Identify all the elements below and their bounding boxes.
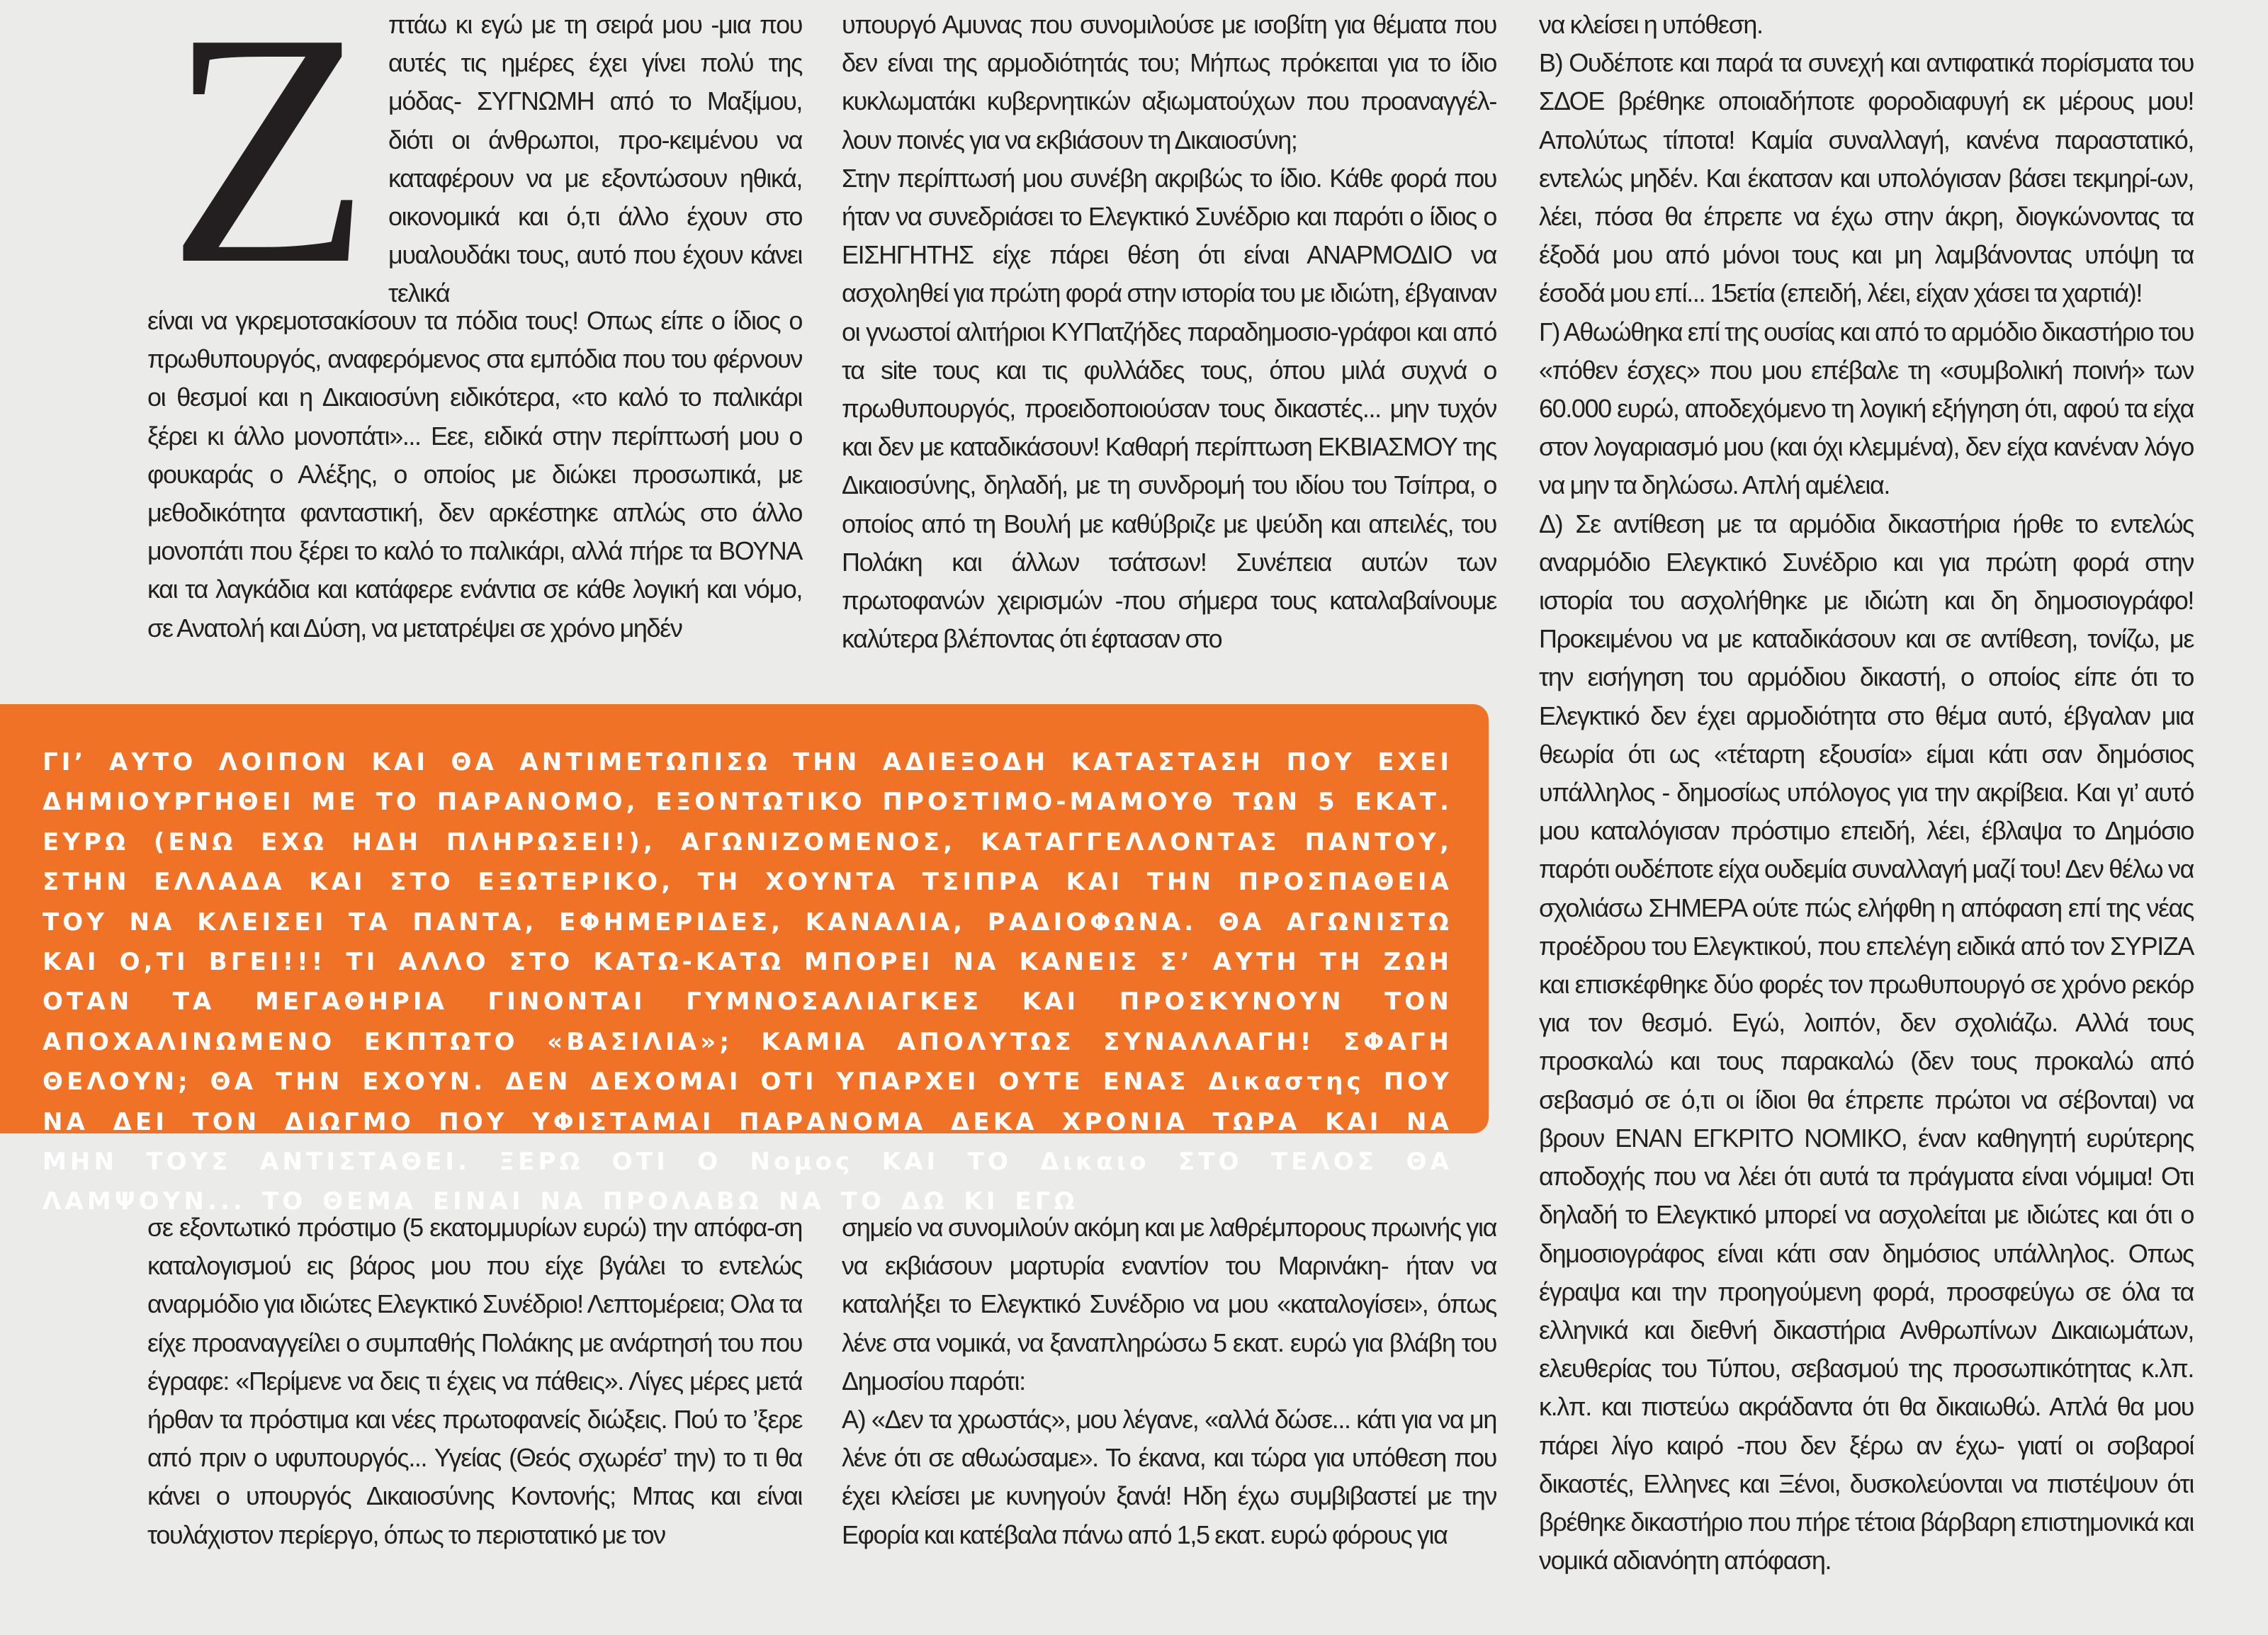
paragraph: είναι να γκρεμοτσακίσουν τα πόδια τους! Οπως είπε ο ίδιος ο πρωθυπουργός, αναφερόμενος στα εμπόδια που του φέρνουν οι θεσμοί και η Δικαιοσύνη ειδικότερα, «το καλό το παλικάρι ξέρει κι άλλο μονοπάτι»... Εεε, ειδικά στην περίπτωσή μου ο φουκαράς ο Αλέξης, ο οποίος με διώκει προσωπικά, με μεθοδικότητα φανταστική, δεν αρκέστηκε απλώς στο άλλο μονοπάτι που ξέρει το καλό το παλικάρι, αλλά πήρε τα ΒΟΥΝΑ και τα λαγκάδια και κατάφερε ενάντια σε κάθε λογική και νόμο, σε Ανατολή και Δύση, να μετατρέψει σε χρόνο μηδέν — [147, 306, 802, 643]
paragraph: Δ) Σε αντίθεση με τα αρμόδια δικαστήρια ήρθε το εντελώς αναρμόδιο Ελεγκτικό Συνέδριο και για πρώτη φορά στην ιστορία του ασχολήθηκε με ιδιώτη και δη δημοσιογράφο! Προκειμένου να με καταδικάσουν και σε αντίθεση, τονίζω, με την εισήγηση του αρμόδιου δικαστή, ο οποίος είπε ότι το Ελεγκτικό δεν έχει αρμοδιότητα στο θέμα αυτό, έβγαλαν μια θεωρία ότι ως «τέταρτη εξουσία» είμαι κάτι σαν δημόσιος υπάλληλος - δημοσίως υπόλογος για την ακρίβεια. Και γι’ αυτό μου καταλόγισαν πρόστιμο επειδή, λέει, έβλαψα το Δημόσιο παρότι ουδέποτε είχα ουδεμία συναλλαγή μαζί του! Δεν θέλω να σχολιάσω ΣΗΜΕΡΑ ούτε πώς ελήφθη η απόφαση επί της νέας προέδρου του Ελεγκτικού, που επελέγη ειδικά από τον ΣΥΡΙΖΑ και επισκέφθηκε δύο φορές τον πρωθυπουργό σε χρόνο ρεκόρ για τον θεσμό. Εγώ, λοιπόν, δεν σχολιάζω. Αλλά τους προσκαλώ και τους παρακαλώ (δεν τους προκαλώ από σεβασμό σε ό,τι οι ίδιοι θα έπρεπε πρώτοι να σέβονται) να βρουν ΕΝΑΝ ΕΓΚΡΙΤΟ ΝΟΜΙΚΟ, έναν καθηγητή ευρύτερης αποδοχής που να λέει ότι αυτά τα πράγματα είναι νόμιμα! Οτι δηλαδή το Ελεγκτικό μπορεί να ασχολείται με ιδιώτες και ότι ο δημοσιογράφος είναι κάτι σαν δημόσιος υπάλληλος. Οπως έγραψα και την προηγούμενη φορά, προσφεύγω σε όλα τα ελληνικά και διεθνή δικαστήρια Ανθρωπίνων Δικαιωμάτων, ελευθερίας του Τύπου, σεβασμού της προσωπικότητας κ.λπ. κ.λπ. και πιστεύω ακράδαντα ότι θα δικαιωθώ. Απλά θα μου πάρει λίγο καιρό -που δεν ξέρω αν έχω- γιατί οι σοβαροί δικαστές, Ελληνες και Ξένοι, δυσκολεύονται να πιστέψουν ότι βρέθηκε δικαστήριο που πήρε τέτοια βάρβαρη επιστημονικά και νομικά αδιανόητη απόφαση. — [1539, 509, 2194, 1575]
column-1-top — [147, 302, 802, 647]
paragraph: να κλείσει η υπόθεση. — [1539, 10, 1763, 39]
paragraph: Α) «Δεν τα χρωστάς», μου λέγανε, «αλλά δώσε... κάτι για να μη λένε ότι σε αθωώσαμε». Το έκανα, και τώρα για υπόθεση που έχει κλείσει με κυνηγούν ξανά! Ηδη έχω συμβιβαστεί με την Εφορία και κατέβαλα πάνω από 1,5 εκατ. ευρώ φόρους για — [842, 1405, 1496, 1549]
paragraph: Γ) Αθωώθηκα επί της ουσίας και από το αρμόδιο δικαστήριο του «πόθεν έσχες» που μου επέβαλε τη «συμβολική ποινή» των 60.000 ευρώ, αποδεχόμενο τη λογική εξήγηση ότι, αφού τα είχα στον λογαριασμό μου (και όχι κλεμμένα), δεν είχα κανέναν λόγο να μην τα δηλώσω. Απλή αμέλεια. — [1539, 317, 2194, 500]
callout-text: ΓΙ’ ΑΥΤΟ ΛΟΙΠΟΝ ΚΑΙ ΘΑ ΑΝΤΙΜΕΤΩΠΙΣΩ ΤΗΝ ΑΔΙΕΞΟΔΗ ΚΑΤΑΣΤΑΣΗ ΠΟΥ ΕΧΕΙ ΔΗΜΙΟΥΡΓΗΘΕΙ ΜΕ ΤΟ ΠΑΡΑΝΟΜΟ, ΕΞΟΝΤΩΤΙΚΟ ΠΡΟΣΤΙΜΟ-ΜΑΜΟΥΘ ΤΩΝ 5 ΕΚΑΤ. ΕΥΡΩ (ΕΝΩ ΕΧΩ ΗΔΗ ΠΛΗΡΩΣΕΙ!), ΑΓΩΝΙΖΟΜΕΝΟΣ, ΚΑΤΑΓΓΕΛΛΟΝΤΑΣ ΠΑΝΤΟΥ, ΣΤΗΝ ΕΛΛΑΔΑ ΚΑΙ ΣΤΟ ΕΞΩΤΕΡΙΚΟ, ΤΗ ΧΟΥΝΤΑ ΤΣΙΠΡΑ ΚΑΙ ΤΗΝ ΠΡΟΣΠΑΘΕΙΑ ΤΟΥ ΝΑ ΚΛΕΙΣΕΙ ΤΑ ΠΑΝΤΑ, ΕΦΗΜΕΡΙΔΕΣ, ΚΑΝΑΛΙΑ, ΡΑΔΙΟΦΩΝΑ. ΘΑ ΑΓΩΝΙΣΤΩ ΚΑΙ Ο,ΤΙ ΒΓΕΙ!!! ΤΙ ΑΛΛΟ ΣΤΟ ΚΑΤΩ-ΚΑΤΩ ΜΠΟΡΕΙ ΝΑ ΚΑΝΕΙΣ Σ’ ΑΥΤΗ ΤΗ ΖΩΗ ΟΤΑΝ ΤΑ ΜΕΓΑΘΗΡΙΑ ΓΙΝΟΝΤΑΙ ΓΥΜΝΟΣΑΛΙΑΓΚΕΣ ΚΑΙ ΠΡΟΣΚΥΝΟΥΝ ΤΟΝ ΑΠΟΧΑΛΙΝΩΜΕΝΟ ΕΚΠΤΩΤΟ «ΒΑΣΙΛΙΑ»; ΚΑΜΙΑ ΑΠΟΛΥΤΩΣ ΣΥΝΑΛΛΑΓΗ! ΣΦΑΓΗ ΘΕΛΟΥΝ; ΘΑ ΤΗΝ ΕΧΟΥΝ. ΔΕΝ ΔΕΧΟΜΑΙ ΟΤΙ ΥΠΑΡΧΕΙ ΟΥΤΕ ΕΝΑΣ Δικαστης ΠΟΥ ΝΑ ΔΕΙ ΤΟΝ ΔΙΩΓΜΟ ΠΟΥ ΥΦΙΣΤΑΜΑΙ ΠΑΡΑΝΟΜΑ ΔΕΚΑ ΧΡΟΝΙΑ ΤΩΡΑ ΚΑΙ ΝΑ ΜΗΝ ΤΟΥΣ ΑΝΤΙΣΤΑΘΕΙ. ΞΕΡΩ ΟΤΙ Ο Νομος ΚΑΙ ΤΟ Δικαιο ΣΤΟ ΤΕΛΟΣ ΘΑ ΛΑΜΨΟΥΝ... ΤΟ ΘΕΜΑ ΕΙΝΑΙ ΝΑ ΠΡΟΛΑΒΩ ΝΑ ΤΟ ΔΩ ΚΙ ΕΓΩ — [43, 748, 1452, 1216]
paragraph: υπουργό Αμυνας που συνομιλούσε με ισοβίτη για θέματα που δεν είναι της αρμοδιότητάς του; Μήπως πρόκειται για το ίδιο κυκλωματάκι κυβερνητικών αξιωματούχων που προαναγγέλ-λουν ποινές για να εκβιάσουν τη Δικαιοσύνη; — [842, 10, 1496, 154]
column-1-bottom — [147, 1209, 802, 1554]
column-2-bottom — [842, 1209, 1496, 1554]
paragraph: πτάω κι εγώ με τη σειρά μου -μια που αυτές τις ημέρες έχει γίνει πολύ της μόδας- ΣΥΓΝΩΜΗ από το Μαξίμου, διότι οι άνθρωποι, προ-κειμένου να καταφέρουν να με εξοντώσουν ηθικά, οικονομικά και ό,τι άλλο έχουν στο μυαλουδάκι τους, αυτό που έχουν κάνει τελικά — [388, 10, 802, 308]
column-2-top — [842, 6, 1496, 658]
column-1-opening — [388, 6, 802, 313]
drop-cap: Ζ — [167, 0, 371, 333]
paragraph: σημείο να συνομιλούν ακόμη και με λαθρέμπορους πρωινής για να εκβιάσουν μαρτυρία εναντίον του Μαρινάκη- ήταν να καταλήξει το Ελεγκτικό Συνέδριο να μου «καταλογίσει», όπως λένε στα νομικά, να ξαναπληρώσω 5 εκατ. ευρώ για βλάβη του Δημοσίου παρότι: — [842, 1213, 1496, 1396]
paragraph: σε εξοντωτικό πρόστιμο (5 εκατομμυρίων ευρώ) την απόφα-ση καταλογισμού εις βάρος μου που είχε βγάλει το εντελώς αναρμόδιο για ιδιώτες Ελεγκτικό Συνέδριο! Λεπτομέρεια; Ολα τα είχε προαναγγείλει ο συμπαθής Πολάκης με ανάρτησή του που έγραφε: «Περίμενε να δεις τι έχεις να πάθεις». Λίγες μέρες μετά ήρθαν τα πρόστιμα και νέες πρωτοφανείς διώξεις. Πού το ’ξερε από πριν ο υφυπουργός... Υγείας (Θεός σχωρέσ’ την) το τι θα κάνει ο υπουργός Δικαιοσύνης Κοντονής; Μπας και είναι τουλάχιστον περίεργο, όπως το περιστατικό με τον — [147, 1213, 802, 1549]
paragraph: Στην περίπτωσή μου συνέβη ακριβώς το ίδιο. Κάθε φορά που ήταν να συνεδριάσει το Ελεγκτικό Συνέδριο και παρότι ο ίδιος ο ΕΙΣΗΓΗΤΗΣ είχε πάρει θέση ότι είναι ΑΝΑΡΜΟΔΙΟ να ασχοληθεί για πρώτη φορά στην ιστορία του με ιδιώτη, έβγαιναν οι γνωστοί αλιτήριοι ΚΥΠατζήδες παραδημοσιο-γράφοι και από τα site τους και τις φυλλάδες τους, όπου μιλά συχνά ο πρωθυπουργός, προειδοποιούσαν τους δικαστές... μην τυχόν και δεν με καταδικάσουν! Καθαρή περίπτωση ΕΚΒΙΑΣΜΟΥ της Δικαιοσύνης, δηλαδή, με τη συνδρομή του ιδίου του Τσίπρα, ο οποίος από τη Βουλή με καθύβριζε με ψεύδη και απειλές, του Πολάκη και άλλων τσάτσων! Συνέπεια αυτών των πρωτοφανών χειρισμών -που σήμερα τους καταλαβαίνουμε καλύτερα βλέποντας ότι έφτασαν στο — [842, 163, 1496, 654]
paragraph: Β) Ουδέποτε και παρά τα συνεχή και αντιφατικά πορίσματα του ΣΔΟΕ βρέθηκε οποιαδήποτε φοροδιαφυγή εκ μέρους μου! Απολύτως τίποτα! Καμία συναλλαγή, κανένα παραστατικό, εντελώς μηδέν. Και έκατσαν και υπολόγισαν βάσει τεκμηρί-ων, λέει, πόσα θα έπρεπε να έχω στην άκρη, διογκώνοντας τα έξοδά μου από μόνοι τους και μη λαμβάνοντας υπόψη τα έσοδά μου επί... 15ετία (επειδή, λέει, είχαν χάσει τα χαρτιά)! — [1539, 48, 2194, 308]
column-3 — [1539, 6, 2194, 1580]
